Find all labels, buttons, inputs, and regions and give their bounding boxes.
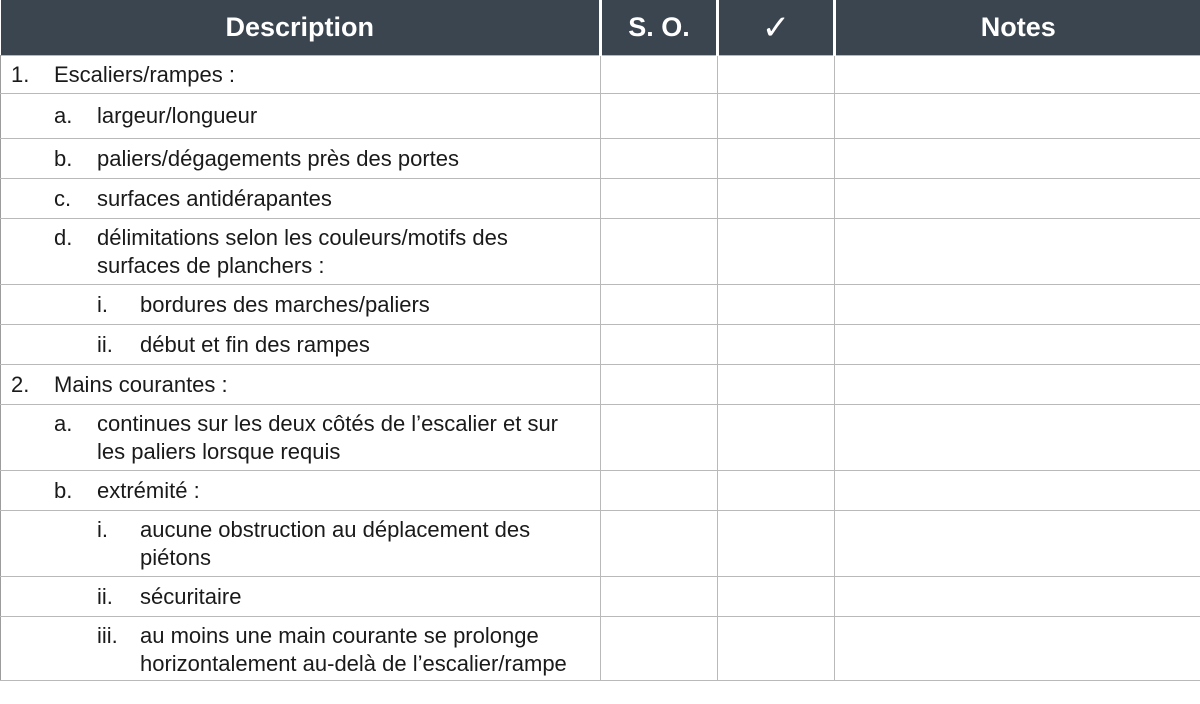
table-row xyxy=(1,139,1200,179)
check-cell[interactable] xyxy=(718,56,835,94)
description-cell xyxy=(1,577,601,617)
item-text: sécuritaire xyxy=(140,584,242,609)
table-row xyxy=(1,94,1200,139)
description-cell xyxy=(1,56,601,94)
so-cell[interactable] xyxy=(601,471,718,511)
item-text: aucune obstruction au déplacement des piétons xyxy=(140,517,531,570)
notes-cell[interactable] xyxy=(835,617,1200,681)
header-check xyxy=(718,0,835,56)
notes-cell[interactable] xyxy=(835,471,1200,511)
description-cell xyxy=(1,471,601,511)
description-cell xyxy=(1,365,601,405)
notes-cell[interactable] xyxy=(835,139,1200,179)
notes-cell[interactable] xyxy=(835,94,1200,139)
item-text: Escaliers/rampes : xyxy=(54,62,235,87)
description-cell xyxy=(1,405,601,471)
table-row xyxy=(1,365,1200,405)
so-cell[interactable] xyxy=(601,219,718,285)
item-text: continues sur les deux côtés de l’escalier et sur les paliers lorsque requis xyxy=(97,411,559,464)
description-cell xyxy=(1,511,601,577)
so-cell[interactable] xyxy=(601,511,718,577)
notes-cell[interactable] xyxy=(835,365,1200,405)
notes-cell[interactable] xyxy=(835,285,1200,325)
item-marker: c. xyxy=(54,186,72,211)
so-cell[interactable] xyxy=(601,285,718,325)
so-cell[interactable] xyxy=(601,405,718,471)
header-so: S. O. xyxy=(601,0,718,56)
item-text: au moins une main courante se prolonge horizontalement au-delà de l’escalier/rampe xyxy=(140,623,567,676)
description-cell xyxy=(1,285,601,325)
item-text: extrémité : xyxy=(97,478,200,503)
check-cell[interactable] xyxy=(718,285,835,325)
check-cell[interactable] xyxy=(718,577,835,617)
check-cell[interactable] xyxy=(718,617,835,681)
table-row xyxy=(1,577,1200,617)
so-cell[interactable] xyxy=(601,139,718,179)
check-cell[interactable] xyxy=(718,405,835,471)
check-cell[interactable] xyxy=(718,139,835,179)
table-row xyxy=(1,325,1200,365)
check-cell[interactable] xyxy=(718,219,835,285)
description-cell xyxy=(1,617,601,681)
table-row xyxy=(1,219,1200,285)
item-marker: b. xyxy=(54,146,73,171)
item-marker: iii. xyxy=(97,623,118,648)
notes-cell[interactable] xyxy=(835,179,1200,219)
table-row xyxy=(1,471,1200,511)
item-marker: ii. xyxy=(97,584,113,609)
table-row xyxy=(1,511,1200,577)
check-cell[interactable] xyxy=(718,365,835,405)
item-text: bordures des marches/paliers xyxy=(140,292,430,317)
description-cell xyxy=(1,94,601,139)
check-cell[interactable] xyxy=(718,94,835,139)
item-text: Mains courantes : xyxy=(54,372,228,397)
notes-cell[interactable] xyxy=(835,56,1200,94)
table-row xyxy=(1,179,1200,219)
notes-cell[interactable] xyxy=(835,325,1200,365)
item-marker: d. xyxy=(54,225,73,250)
notes-cell[interactable] xyxy=(835,577,1200,617)
so-cell[interactable] xyxy=(601,577,718,617)
item-marker: b. xyxy=(54,478,73,503)
check-cell[interactable] xyxy=(718,511,835,577)
header-row xyxy=(1,0,1200,56)
item-text: paliers/dégagements près des portes xyxy=(97,146,459,171)
so-cell[interactable] xyxy=(601,325,718,365)
notes-cell[interactable] xyxy=(835,511,1200,577)
so-cell[interactable] xyxy=(601,94,718,139)
so-cell[interactable] xyxy=(601,617,718,681)
item-marker: 1. xyxy=(11,62,30,87)
table-row xyxy=(1,405,1200,471)
item-marker: a. xyxy=(54,411,73,436)
item-marker: 2. xyxy=(11,372,30,397)
item-text: délimitations selon les couleurs/motifs des surfaces de planchers : xyxy=(97,225,508,278)
table-row xyxy=(1,617,1200,681)
header-description: Description xyxy=(1,0,601,56)
item-text: début et fin des rampes xyxy=(140,332,370,357)
check-cell[interactable] xyxy=(718,325,835,365)
notes-cell[interactable] xyxy=(835,219,1200,285)
description-cell xyxy=(1,325,601,365)
description-cell xyxy=(1,179,601,219)
so-cell[interactable] xyxy=(601,56,718,94)
checkmark-icon: ✓ xyxy=(761,8,791,47)
description-cell xyxy=(1,219,601,285)
item-marker: a. xyxy=(54,103,73,128)
table-row xyxy=(1,285,1200,325)
so-cell[interactable] xyxy=(601,365,718,405)
item-marker: ii. xyxy=(97,332,113,357)
header-notes: Notes xyxy=(835,0,1200,56)
check-cell[interactable] xyxy=(718,471,835,511)
item-marker: i. xyxy=(97,292,108,317)
item-text: largeur/longueur xyxy=(97,103,258,128)
table-row xyxy=(1,56,1200,94)
item-text: surfaces antidérapantes xyxy=(97,186,332,211)
description-cell xyxy=(1,139,601,179)
so-cell[interactable] xyxy=(601,179,718,219)
notes-cell[interactable] xyxy=(835,405,1200,471)
check-cell[interactable] xyxy=(718,179,835,219)
item-marker: i. xyxy=(97,517,108,542)
